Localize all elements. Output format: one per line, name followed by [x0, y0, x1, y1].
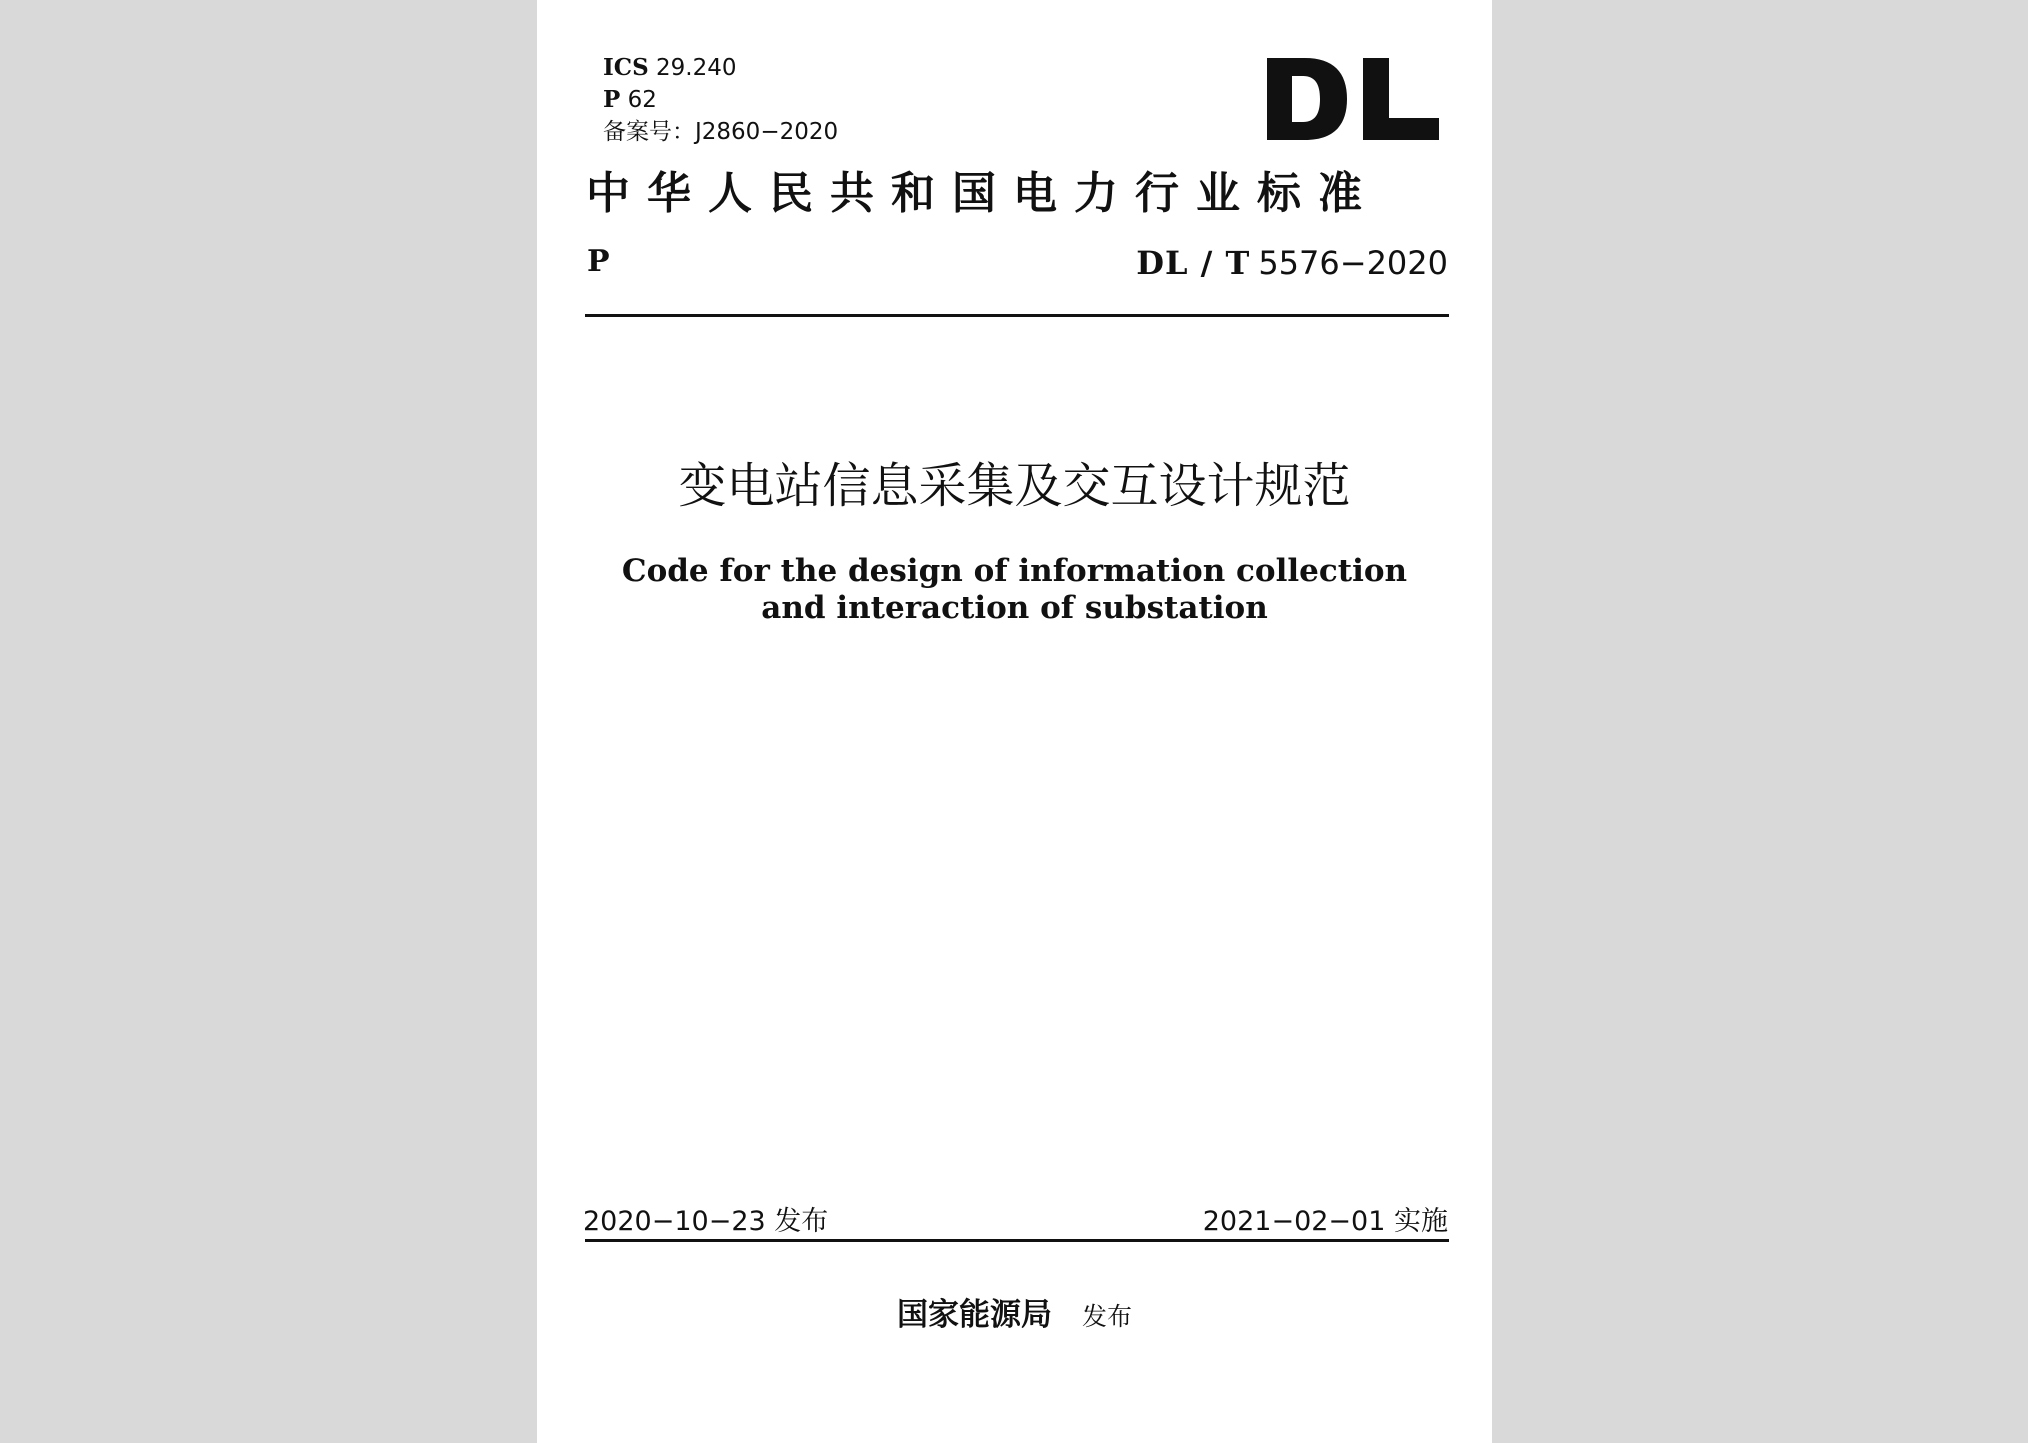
- standard-number-value: 5576−2020: [1258, 244, 1448, 282]
- publisher-line: [537, 1289, 1492, 1334]
- standard-number: [1136, 244, 1448, 282]
- publisher-verb: 发布: [1081, 1302, 1132, 1331]
- filing-number: 备案号：J2860−2020: [603, 119, 839, 145]
- english-title-line-1: Code for the design of information collection: [621, 553, 1408, 589]
- bottom-divider: [585, 1239, 1449, 1242]
- top-divider: [585, 314, 1449, 317]
- english-title-line-2: and interaction of substation: [761, 590, 1268, 626]
- class-letter: P: [587, 244, 610, 279]
- standard-cover-page: [537, 0, 1492, 1443]
- issue-date: 2020−10−23 发布: [583, 1206, 829, 1237]
- classification-block: [603, 52, 838, 148]
- publisher-name: 国家能源局: [896, 1297, 1052, 1333]
- ics-line: [603, 52, 838, 84]
- ics-label: ICS: [603, 54, 649, 81]
- ics-value: 29.240: [656, 55, 737, 81]
- implementation-date: 2021−02−01 实施: [1202, 1206, 1448, 1237]
- ccs-line: [603, 84, 838, 116]
- dl-logo: [1267, 58, 1439, 140]
- standard-number-prefix: DL / T: [1136, 244, 1251, 282]
- ccs-label: P: [603, 86, 621, 113]
- english-title: [537, 553, 1492, 627]
- chinese-title: 变电站信息采集及交互设计规范: [678, 458, 1351, 514]
- standard-category-title: 中华人民共和国电力行业标准: [586, 168, 1379, 219]
- ccs-value: 62: [627, 87, 657, 113]
